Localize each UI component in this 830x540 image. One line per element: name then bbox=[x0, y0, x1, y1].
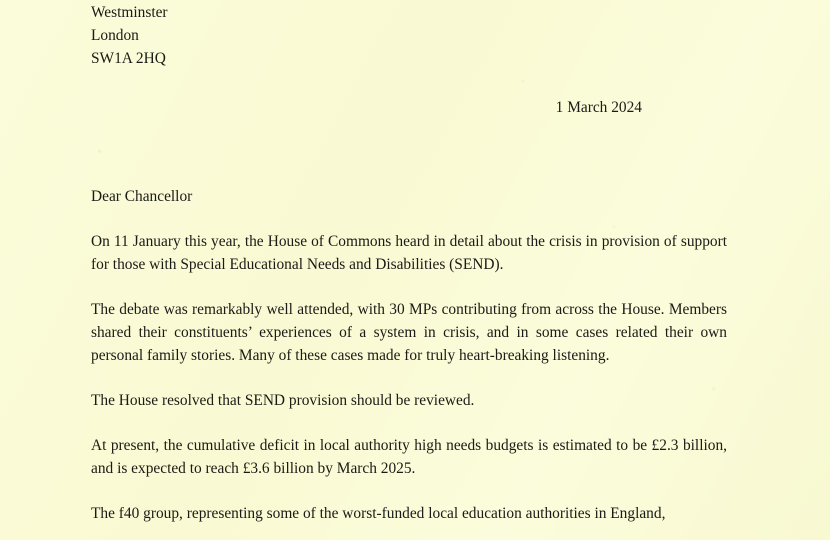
letter-paragraph-3: The House resolved that SEND provision should be reviewed. bbox=[91, 392, 475, 409]
letter-paragraph-1: On 11 January this year, the House of Commons heard in detail about the crisis in provision of support for those with Special Educational Needs and Disabilities (SEND). bbox=[91, 233, 727, 273]
letter-paragraph-2: The debate was remarkably well attended, with 30 MPs contributing from across the House. Members shared their constituents’ experiences of a system in crisis, and in some cases related their own personal family stories. Many of these cases made for truly heart-breaking listening. bbox=[91, 301, 727, 364]
letter-paragraph-4: At present, the cumulative deficit in local authority high needs budgets is estimated to be £2.3 billion, and is expected to reach £3.6 billion by March 2025. bbox=[91, 437, 727, 477]
address-line-1: Westminster bbox=[91, 4, 168, 21]
letter-paragraph-5: The f40 group, representing some of the worst-funded local education authorities in England, bbox=[91, 505, 666, 522]
address-line-3: SW1A 2HQ bbox=[91, 50, 166, 67]
letter-date: 1 March 2024 bbox=[555, 99, 642, 116]
address-line-2: London bbox=[91, 27, 139, 44]
letter-text-block bbox=[91, 0, 727, 525]
letter-salutation: Dear Chancellor bbox=[91, 188, 193, 205]
sender-address bbox=[91, 0, 727, 70]
